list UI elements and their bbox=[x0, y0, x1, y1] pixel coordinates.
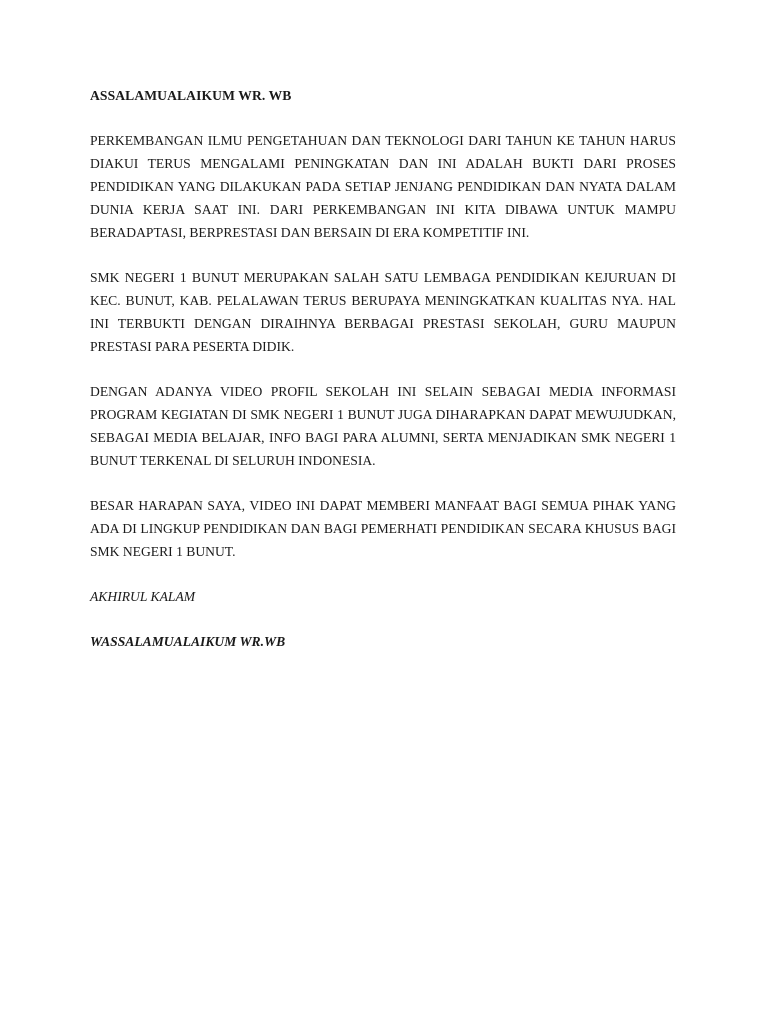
paragraph-2: SMK NEGERI 1 BUNUT MERUPAKAN SALAH SATU LEMBAGA PENDIDIKAN KEJURUAN DI KEC. BUNUT, KAB. PELALAWAN TERUS BERUPAYA MENINGKATKAN KUALITAS NYA. HAL INI TERBUKTI DENGAN DIRAIHNYA BERBAGAI PRESTASI SEKOLAH, GURU MAUPUN PRESTASI PARA PESERTA DIDIK. bbox=[90, 270, 676, 354]
greeting-heading: ASSALAMUALAIKUM WR. WB bbox=[90, 88, 292, 103]
closing-line: AKHIRUL KALAM bbox=[90, 589, 196, 604]
paragraph-4: BESAR HARAPAN SAYA, VIDEO INI DAPAT MEMBERI MANFAAT BAGI SEMUA PIHAK YANG ADA DI LINGKUP PENDIDIKAN DAN BAGI PEMERHATI PENDIDIKAN SECARA KHUSUS BAGI SMK NEGERI 1 BUNUT. bbox=[90, 498, 676, 559]
paragraph-3: DENGAN ADANYA VIDEO PROFIL SEKOLAH INI SELAIN SEBAGAI MEDIA INFORMASI PROGRAM KEGIATAN DI SMK NEGERI 1 BUNUT JUGA DIHARAPKAN DAPAT MEWUJUDKAN, SEBAGAI MEDIA BELAJAR, INFO BAGI PARA ALUMNI, SERTA MENJADIKAN SMK NEGERI 1 BUNUT TERKENAL DI SELURUH INDONESIA. bbox=[90, 384, 676, 468]
signoff-line: WASSALAMUALAIKUM WR.WB bbox=[90, 634, 286, 649]
document-page bbox=[90, 84, 676, 653]
paragraph-1: PERKEMBANGAN ILMU PENGETAHUAN DAN TEKNOLOGI DARI TAHUN KE TAHUN HARUS DIAKUI TERUS MENGALAMI PENINGKATAN DAN INI ADALAH BUKTI DARI PROSES PENDIDIKAN YANG DILAKUKAN PADA SETIAP JENJANG PENDIDIKAN DAN NYATA DALAM DUNIA KERJA SAAT INI. DARI PERKEMBANGAN INI KITA DIBAWA UNTUK MAMPU BERADAPTASI, BERPRESTASI DAN BERSAIN DI ERA KOMPETITIF INI. bbox=[90, 133, 676, 240]
